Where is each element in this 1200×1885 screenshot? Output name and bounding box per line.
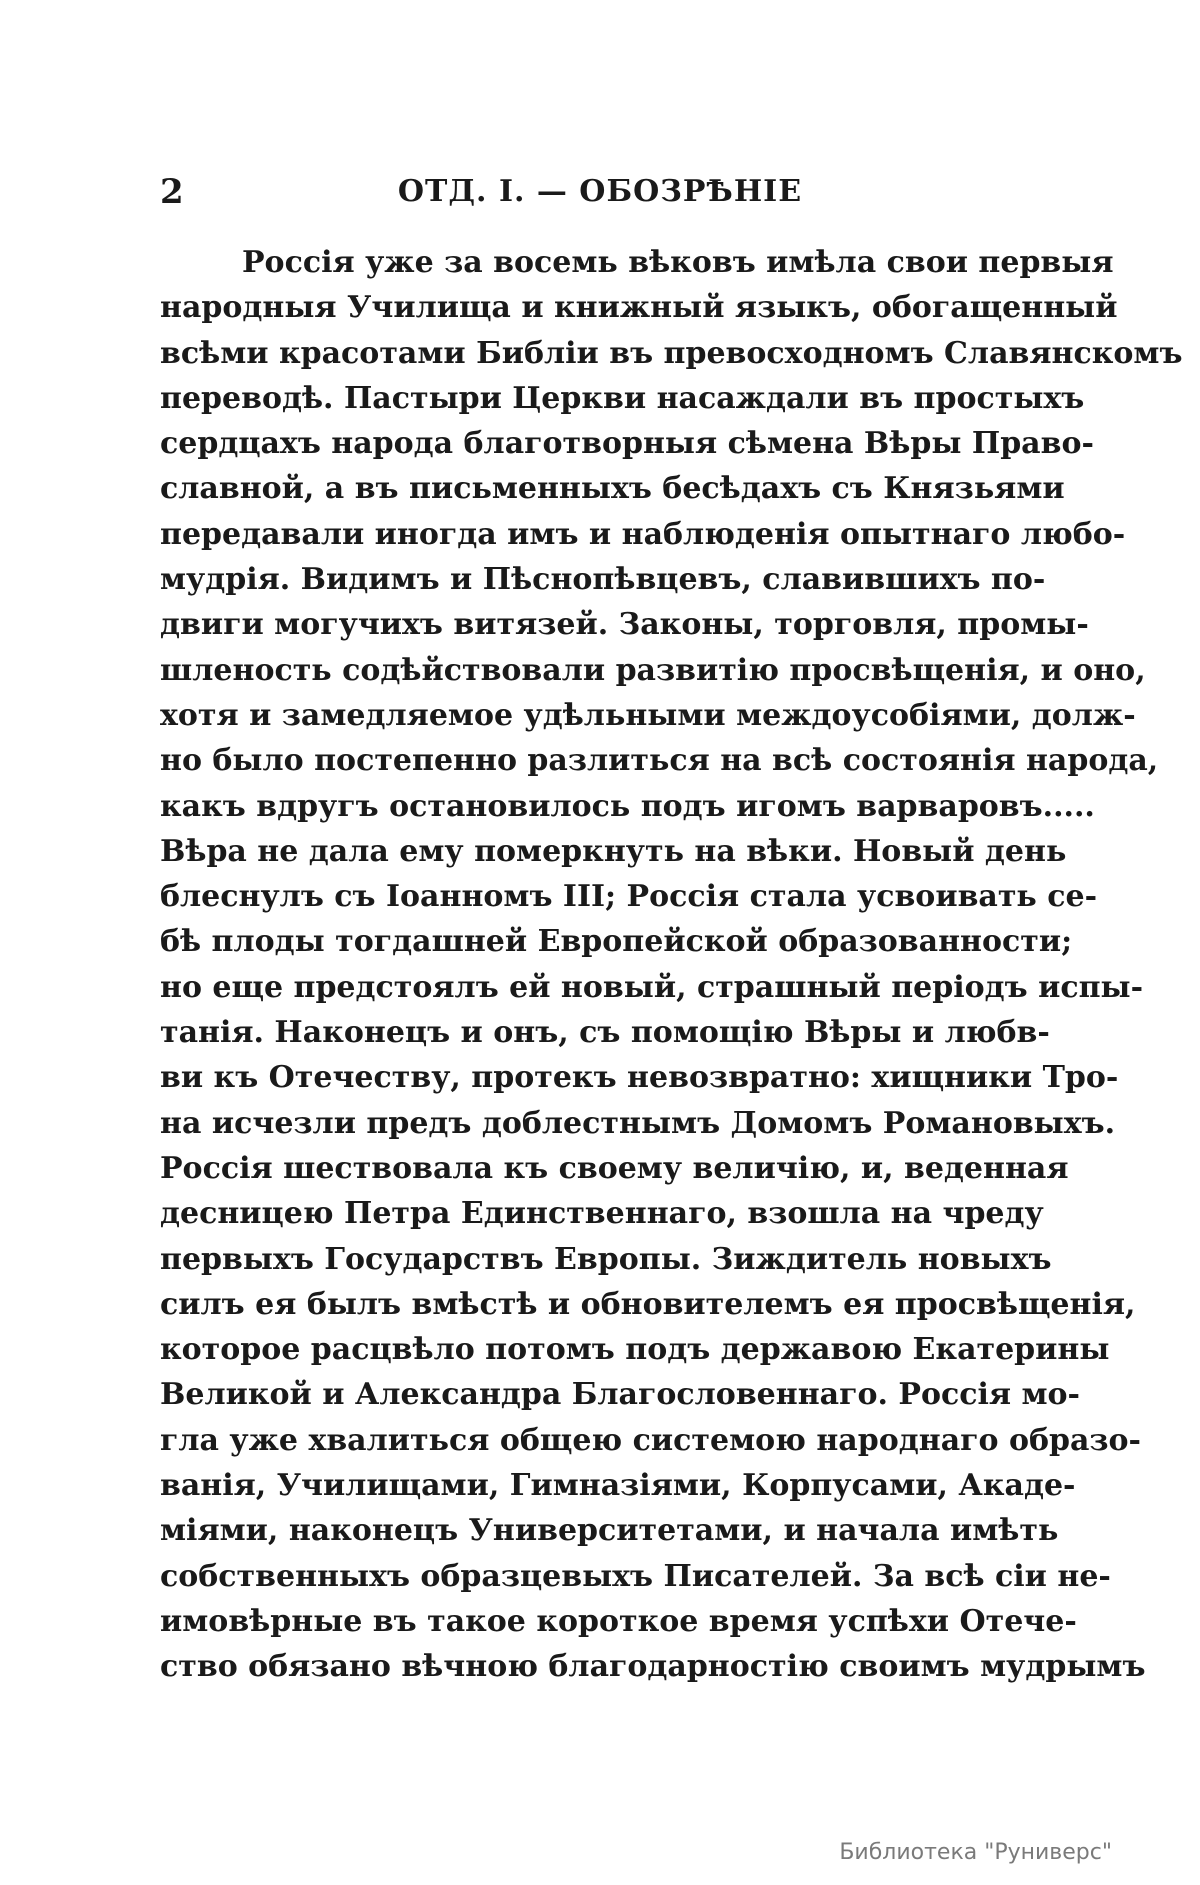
text-line: первыхъ Государствъ Европы. Зиждитель новыхъ bbox=[160, 1241, 1052, 1277]
page-header bbox=[160, 168, 1040, 216]
running-head: ОТД. I. — ОБОЗРѢНIЕ bbox=[397, 174, 803, 209]
text-line: Вѣра не дала ему померкнуть на вѣки. Новый день bbox=[160, 833, 1067, 869]
text-line: переводѣ. Пастыри Церкви насаждали въ простыхъ bbox=[160, 380, 1085, 416]
library-watermark: Библиотека "Руниверс" bbox=[839, 1840, 1112, 1865]
text-line: славной, а въ письменныхъ бесѣдахъ съ Князьями bbox=[160, 471, 1065, 507]
text-line: міями, наконецъ Университетами, и начала имѣть bbox=[160, 1513, 1059, 1549]
text-line: десницею Петра Единственнаго, взошла на чреду bbox=[160, 1196, 1044, 1232]
text-line: силъ ея былъ вмѣстѣ и обновителемъ ея просвѣщенія, bbox=[160, 1286, 1136, 1322]
text-line: имовѣрные въ такое короткое время успѣхи Отече- bbox=[160, 1603, 1077, 1639]
text-line: Россія уже за восемь вѣковъ имѣла свои первыя bbox=[242, 245, 1114, 280]
text-line: какъ вдругъ остановилось подъ игомъ варваровъ..... bbox=[160, 788, 1095, 824]
text-line: хотя и замедляемое удѣльными междоусобіями, долж- bbox=[160, 697, 1136, 733]
text-line: Великой и Александра Благословеннаго. Россія мо- bbox=[160, 1377, 1081, 1413]
text-line: но было постепенно разлиться на всѣ состоянія народа, bbox=[160, 743, 1159, 779]
body-text bbox=[160, 240, 1183, 1690]
text-line: но еще предстоялъ ей новый, страшный періодъ испы- bbox=[160, 969, 1144, 1005]
text-line: на исчезли предъ доблестнымъ Домомъ Романовыхъ. bbox=[160, 1105, 1116, 1141]
page-number: 2 bbox=[160, 172, 184, 212]
text-line: Россія шествовала къ своему величію, и, веденная bbox=[160, 1150, 1069, 1186]
text-line: двиги могучихъ витязей. Законы, торговля, промы- bbox=[160, 607, 1089, 643]
text-line: всѣми красотами Библіи въ превосходномъ Славянскомъ bbox=[160, 335, 1183, 371]
text-line: собственныхъ образцевыхъ Писателей. За всѣ сіи не- bbox=[160, 1558, 1111, 1594]
text-line: народныя Училища и книжный языкъ, обогащенный bbox=[160, 290, 1118, 326]
text-line: гла уже хвалиться общею системою народнаго образо- bbox=[160, 1422, 1142, 1458]
text-line: блеснулъ съ Іоанномъ III; Россія стала усвоивать се- bbox=[160, 879, 1098, 915]
text-line: бѣ плоды тогдашней Европейской образованности; bbox=[160, 924, 1073, 960]
text-line: передавали иногда имъ и наблюденія опытнаго любо- bbox=[160, 516, 1126, 552]
text-line: танія. Наконецъ и онъ, съ помощію Вѣры и любв- bbox=[160, 1015, 1050, 1051]
text-line: сердцахъ народа благотворныя сѣмена Вѣры Право- bbox=[160, 426, 1094, 462]
text-line: ви къ Отечеству, протекъ невозвратно: хищники Тро- bbox=[160, 1060, 1119, 1096]
text-line: ство обязано вѣчною благодарностію своимъ мудрымъ bbox=[160, 1649, 1146, 1685]
text-line: мудрія. Видимъ и Пѣснопѣвцевъ, славившихъ по- bbox=[160, 562, 1046, 598]
text-line: шленость содѣйствовали развитію просвѣщенія, и оно, bbox=[160, 652, 1146, 688]
text-line: ванія, Училищами, Гимназіями, Корпусами, Акаде- bbox=[160, 1468, 1076, 1504]
text-line: которое расцвѣло потомъ подъ державою Екатерины bbox=[160, 1332, 1110, 1368]
